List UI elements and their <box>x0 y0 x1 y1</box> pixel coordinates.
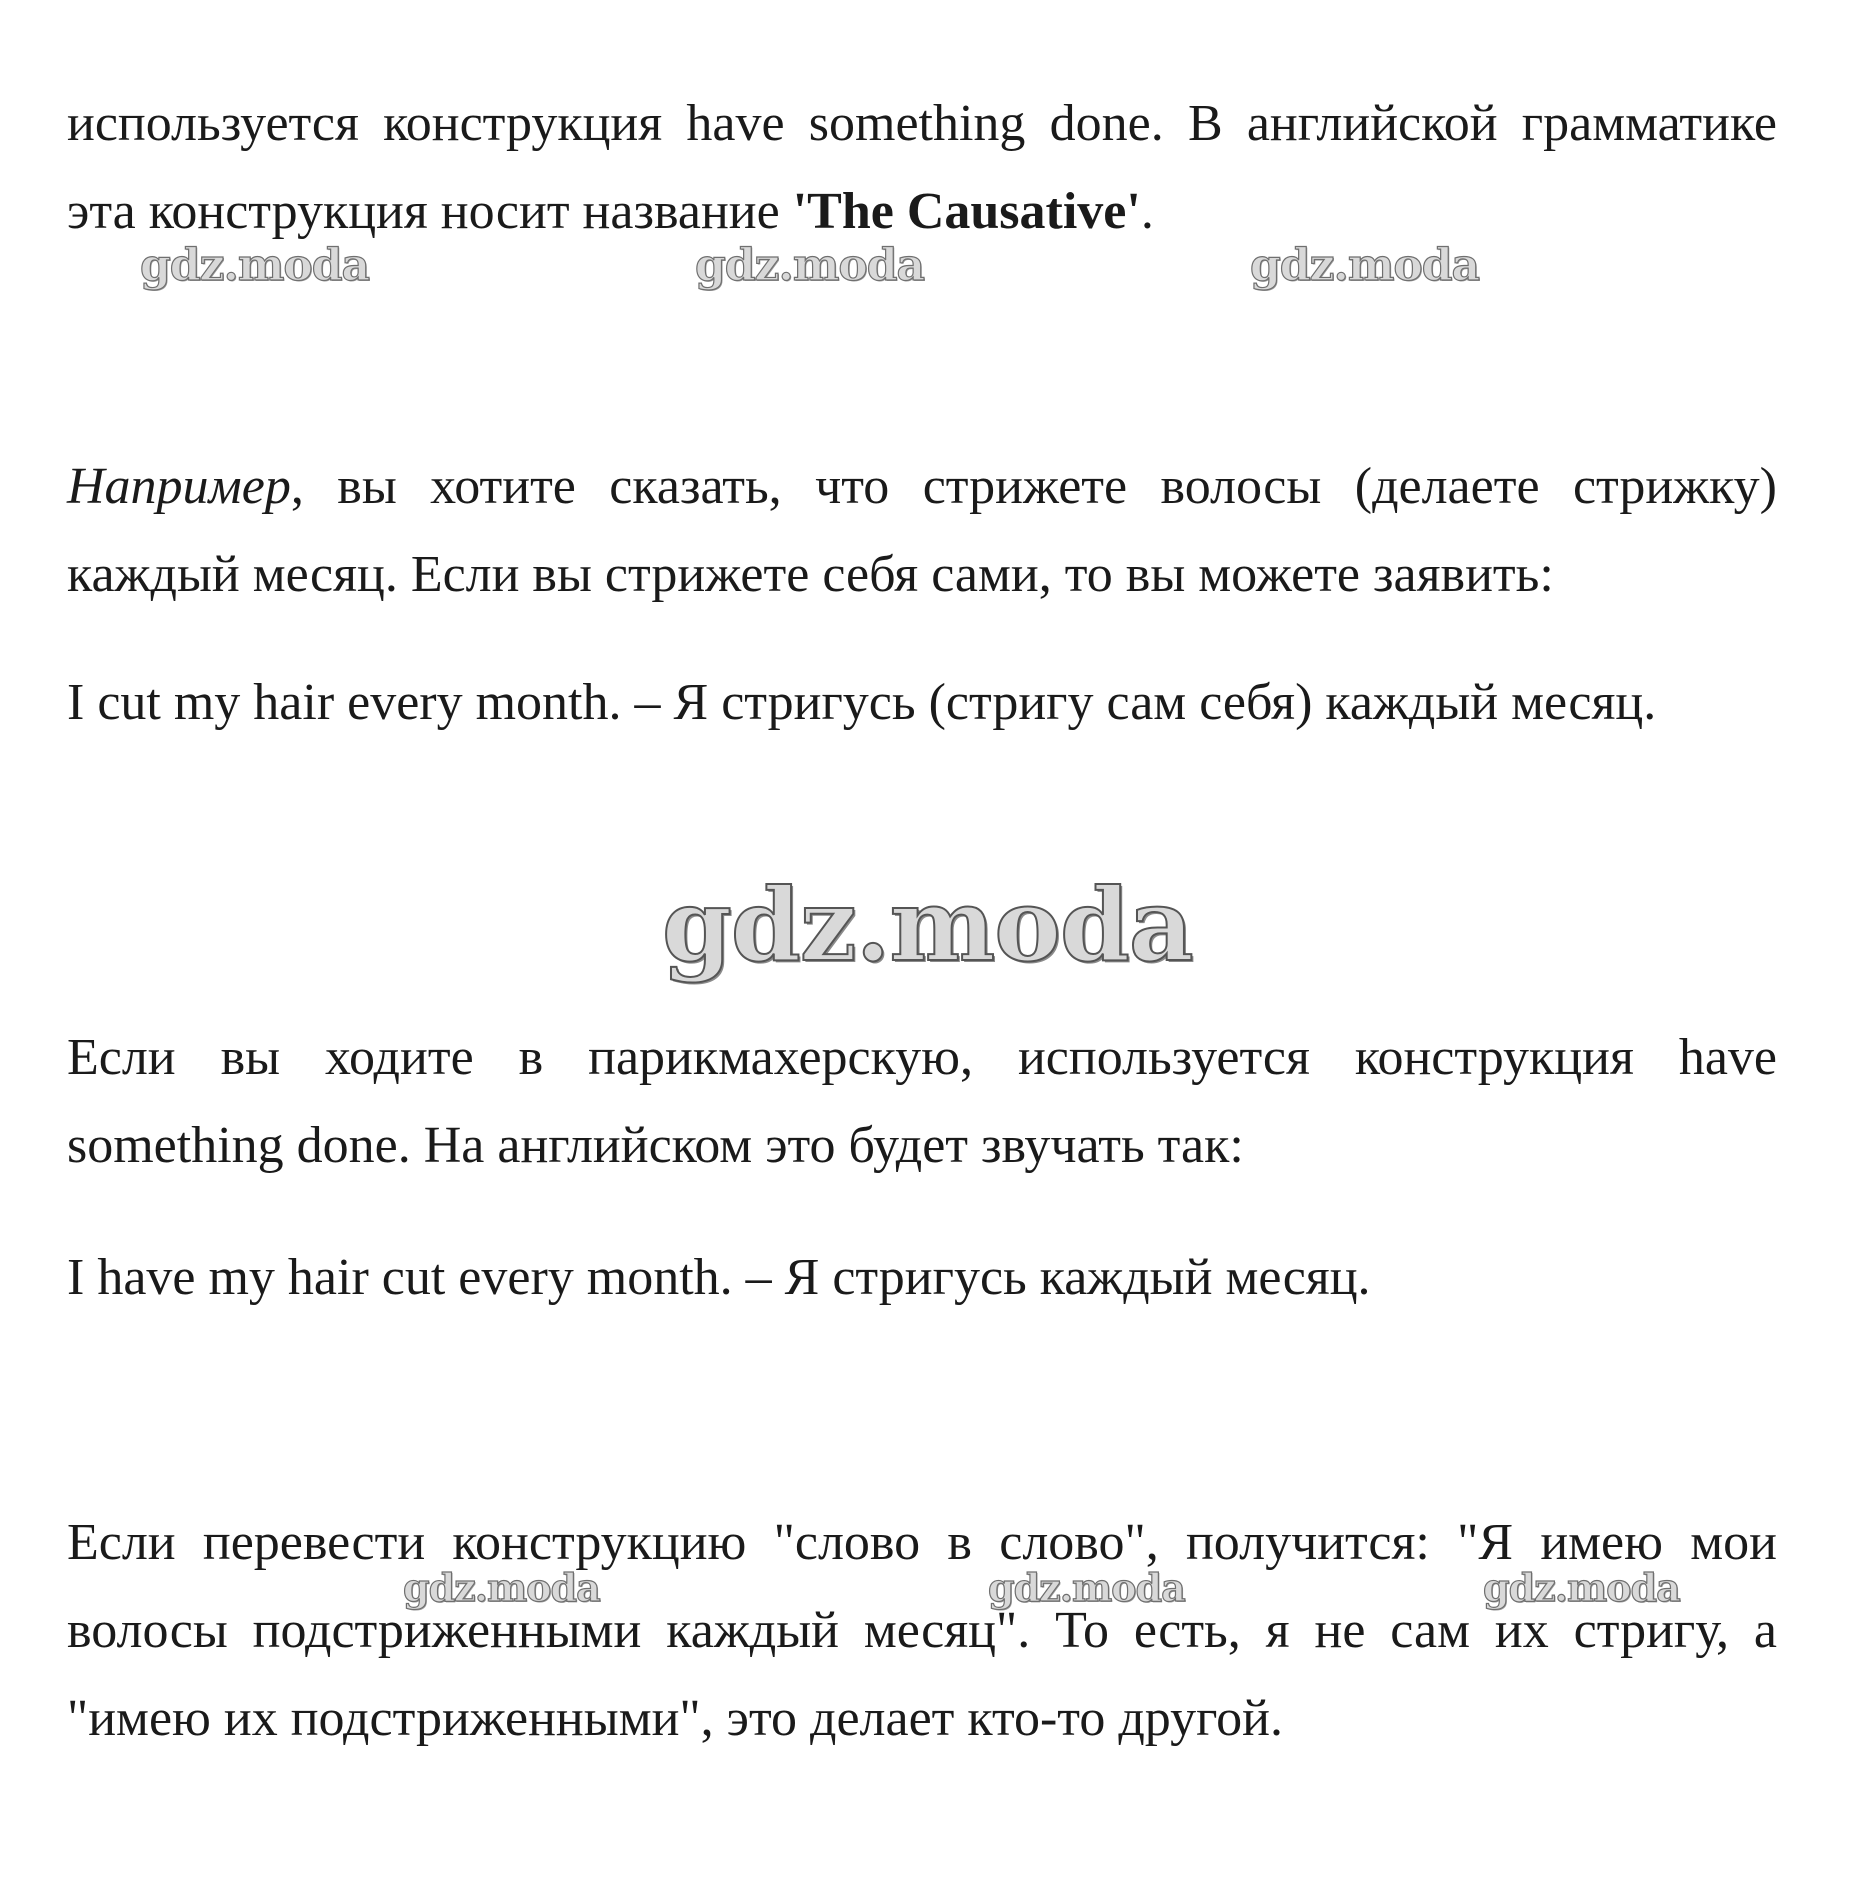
paragraph-hairdresser <box>67 1014 1777 1190</box>
watermark: gdz.moda <box>1483 1565 1680 1610</box>
text-segment: , вы хотите сказать, что стрижете волосы (делаете стрижку) каждый месяц. Если вы стрижете себя сами, то вы можете заявить: <box>67 458 1777 603</box>
paragraph-example-self <box>67 659 1777 747</box>
watermark: gdz.moda <box>140 240 370 291</box>
text-segment: I cut my hair every month. – Я стригусь (стригу сам себя) каждый месяц. <box>67 674 1657 731</box>
text-segment: используется конструкция have something done. В английской грамматике эта конструкция носит название <box>67 95 1777 240</box>
watermark: gdz.moda <box>988 1565 1185 1610</box>
term-the-causative: 'The Causative' <box>792 183 1141 240</box>
text-segment: Если вы ходите в парикмахерскую, используется конструкция have something done. На английском это будет звучать так: <box>67 1029 1777 1174</box>
watermark: gdz.moda <box>695 240 925 291</box>
paragraph-literal-translation <box>67 1499 1777 1763</box>
paragraph-causative-intro <box>67 80 1777 256</box>
watermark-large: gdz.moda <box>662 866 1193 984</box>
watermark: gdz.moda <box>403 1565 600 1610</box>
paragraph-example-causative <box>67 1234 1777 1322</box>
example-label: Например <box>67 458 291 515</box>
paragraph-example-intro <box>67 443 1777 619</box>
text-segment: I have my hair cut every month. – Я стригусь каждый месяц. <box>67 1249 1371 1306</box>
text-segment: Если перевести конструкцию "слово в слово", получится: "Я имею мои волосы подстриженными каждый месяц". То есть, я не сам их стригу, а "имею их подстриженными", это делает кто-то другой. <box>67 1514 1777 1747</box>
text-segment: . <box>1140 183 1154 240</box>
watermark: gdz.moda <box>1250 240 1480 291</box>
